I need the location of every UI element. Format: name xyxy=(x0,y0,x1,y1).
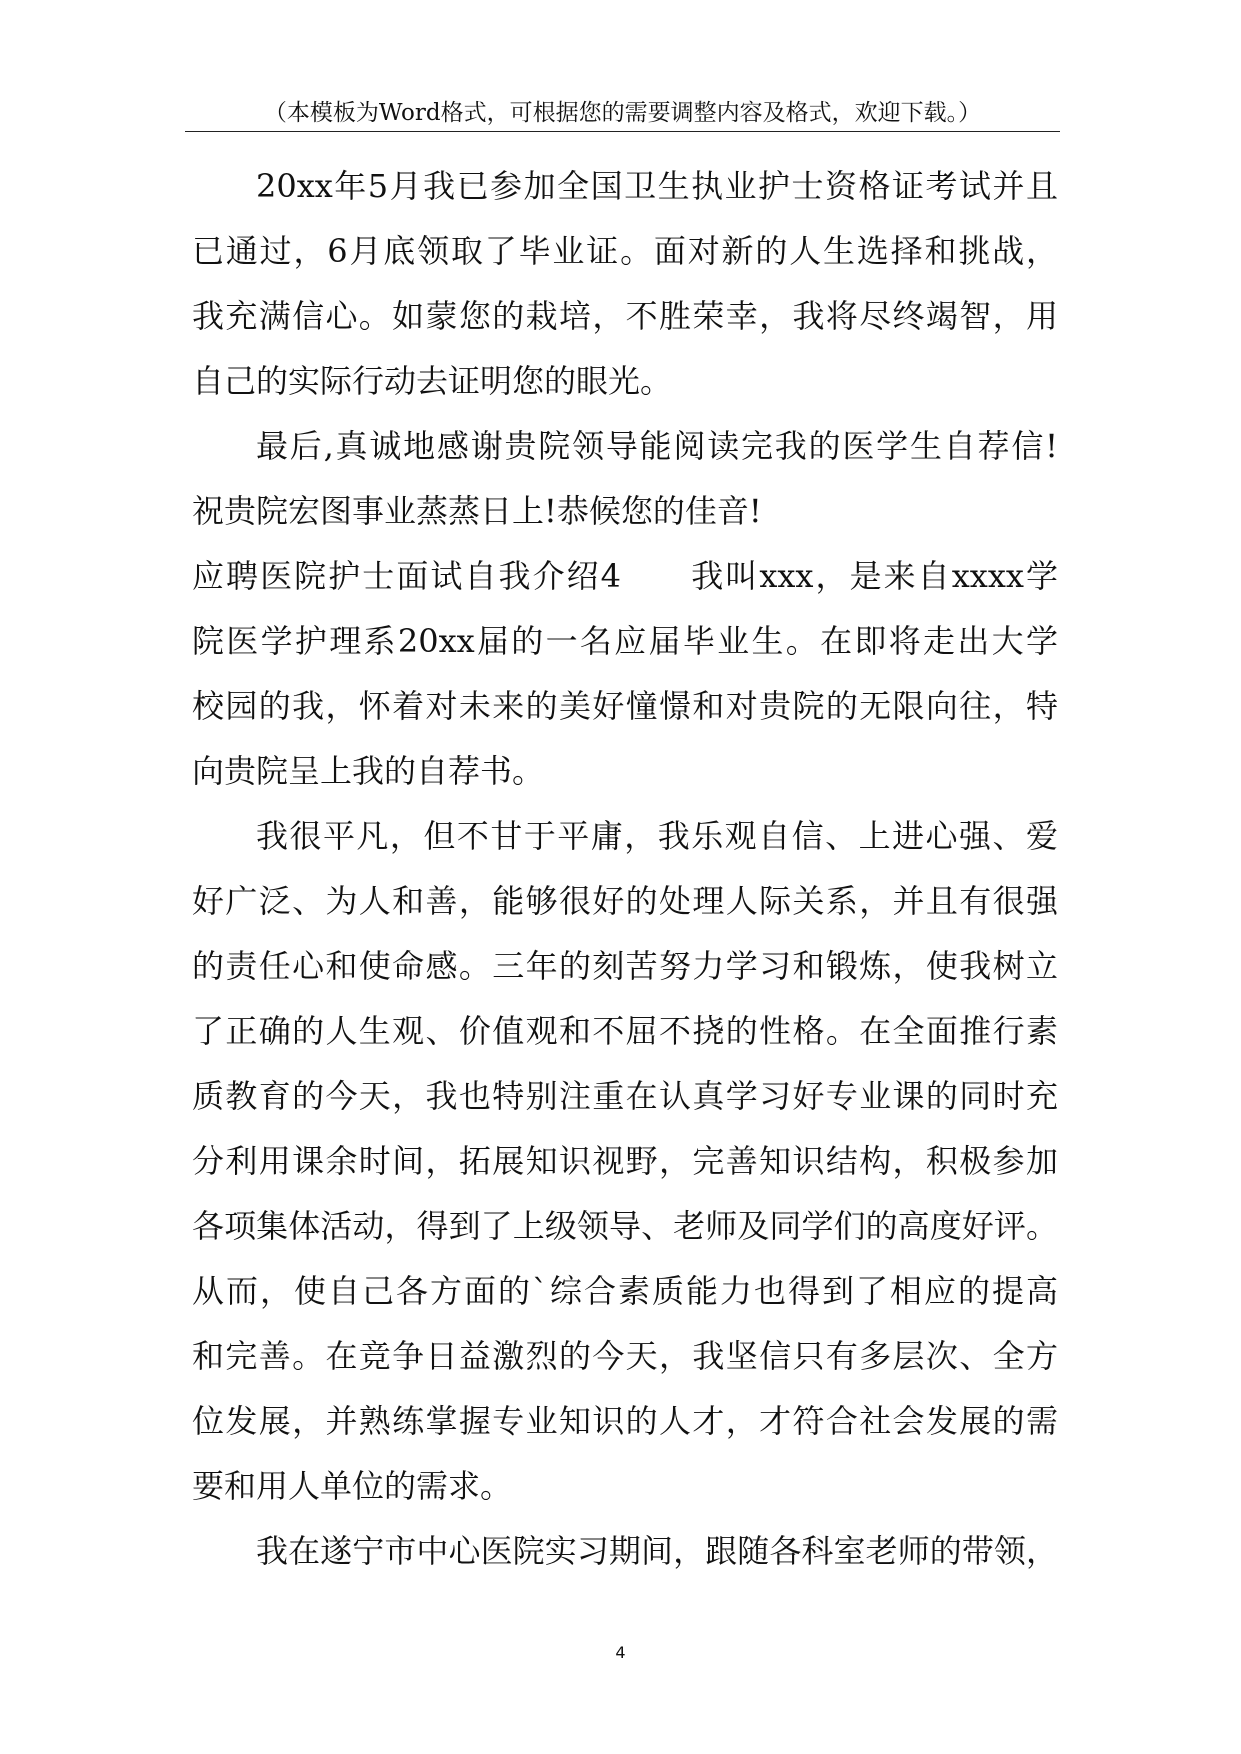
text-line: 已通过，6月底领取了毕业证。面对新的人生选择和挑战， xyxy=(192,232,1058,270)
text-line: 从而，使自己各方面的`综合素质能力也得到了相应的提高 xyxy=(192,1272,1058,1310)
text-line: 好广泛、为人和善，能够很好的处理人际关系，并且有很强 xyxy=(192,882,1058,920)
text-line: 各项集体活动，得到了上级领导、老师及同学们的高度好评。 xyxy=(192,1207,1058,1245)
text-line: 质教育的今天，我也特别注重在认真学习好专业课的同时充 xyxy=(192,1077,1058,1115)
text-line: 自己的实际行动去证明您的眼光。 xyxy=(192,362,673,400)
text-line: 祝贵院宏图事业蒸蒸日上!恭候您的佳音! xyxy=(192,492,762,530)
page-number: 4 xyxy=(615,1643,626,1662)
text-line: 20xx年5月我已参加全国卫生执业护士资格证考试并且 xyxy=(256,167,1058,205)
text-line: 分利用课余时间，拓展知识视野，完善知识结构，积极参加 xyxy=(192,1142,1058,1180)
document-body xyxy=(192,154,1058,1584)
text-line: 院医学护理系20xx届的一名应届毕业生。在即将走出大学 xyxy=(192,622,1058,660)
text-line: 我充满信心。如蒙您的栽培，不胜荣幸，我将尽终竭智，用 xyxy=(192,297,1058,335)
header-divider xyxy=(185,131,1060,132)
text-line: 和完善。在竞争日益激烈的今天，我坚信只有多层次、全方 xyxy=(192,1337,1058,1375)
text-line: 最后,真诚地感谢贵院领导能阅读完我的医学生自荐信! xyxy=(256,427,1058,465)
text-line: 要和用人单位的需求。 xyxy=(192,1467,513,1505)
text-line: 校园的我，怀着对未来的美好憧憬和对贵院的无限向往，特 xyxy=(192,687,1058,725)
template-notice-header: （本模板为Word格式，可根据您的需要调整内容及格式，欢迎下载。） xyxy=(263,100,982,126)
section-heading-line: 应聘医院护士面试自我介绍4 我叫xxx，是来自xxxx学 xyxy=(192,557,1058,595)
text-line: 我很平凡，但不甘于平庸，我乐观自信、上进心强、爱 xyxy=(256,817,1058,855)
text-line: 位发展，并熟练掌握专业知识的人才，才符合社会发展的需 xyxy=(192,1402,1058,1440)
text-line: 了正确的人生观、价值观和不屈不挠的性格。在全面推行素 xyxy=(192,1012,1058,1050)
text-line: 向贵院呈上我的自荐书。 xyxy=(192,752,545,790)
text-line: 我在遂宁市中心医院实习期间，跟随各科室老师的带领， xyxy=(256,1532,1058,1570)
text-line: 的责任心和使命感。三年的刻苦努力学习和锻炼，使我树立 xyxy=(192,947,1058,985)
